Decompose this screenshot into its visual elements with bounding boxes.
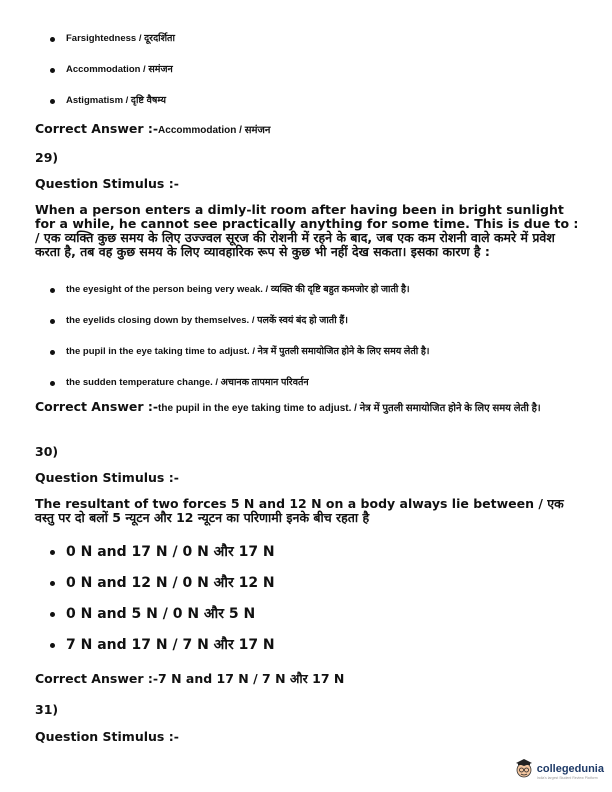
list-item: Astigmatism / दृष्टि वैषम्य bbox=[44, 94, 175, 125]
list-item: 0 N and 12 N / 0 N और 12 N bbox=[44, 574, 275, 605]
q29-stimulus-label: Question Stimulus :- bbox=[35, 176, 179, 191]
list-item: the eyelids closing down by themselves. / पलकें स्वयं बंद हो जाती हैं। bbox=[44, 314, 430, 345]
list-item: 7 N and 17 N / 7 N और 17 N bbox=[44, 636, 275, 667]
q30-number: 30) bbox=[35, 444, 59, 459]
list-item: 0 N and 5 N / 0 N और 5 N bbox=[44, 605, 275, 636]
list-item: the pupil in the eye taking time to adjust. / नेत्र में पुतली समायोजित होने के लिए समय लेती है। bbox=[44, 345, 430, 376]
q31-stimulus-label: Question Stimulus :- bbox=[35, 729, 179, 744]
list-item: 0 N and 17 N / 0 N और 17 N bbox=[44, 543, 275, 574]
q29-number: 29) bbox=[35, 150, 59, 165]
q29-answer: Correct Answer :-the pupil in the eye taking time to adjust. / नेत्र में पुतली समायोजित होने के लिए समय लेती है। bbox=[35, 399, 541, 414]
collegedunia-logo: collegedunia India's largest Student Review Platform bbox=[514, 757, 604, 780]
q28-answer: Correct Answer :-Accommodation / समंजन bbox=[35, 121, 271, 136]
q31-number: 31) bbox=[35, 702, 59, 717]
q29-question: When a person enters a dimly-lit room after having been in bright sunlight for a while, he cannot see practically anything for some time. This is due to : / एक व्यक्ति कुछ समय के लिए उज्ज्वल सूरज की रोशनी में रहने के बाद, जब एक कम रोशनी वाले कमरे में प्रवेश करता है, तब वह कुछ समय के लिए व्यावहारिक रूप से कुछ भी नहीं देख सकता। इसका कारण है : bbox=[35, 202, 579, 259]
q30-options bbox=[44, 543, 275, 667]
q30-question: The resultant of two forces 5 N and 12 N on a body always lie between / एक वस्तु पर दो बलों 5 न्यूटन और 12 न्यूटन का परिणामी इनके बीच रहता है bbox=[35, 496, 564, 525]
list-item: the sudden temperature change. / अचानक तापमान परिवर्तन bbox=[44, 376, 430, 407]
q30-stimulus-label: Question Stimulus :- bbox=[35, 470, 179, 485]
q28-options bbox=[44, 32, 175, 125]
list-item: the eyesight of the person being very weak. / व्यक्ति की दृष्टि बहुत कमजोर हो जाती है। bbox=[44, 283, 430, 314]
q30-answer: Correct Answer :-7 N and 17 N / 7 N और 17 N bbox=[35, 671, 345, 686]
list-item: Accommodation / समंजन bbox=[44, 63, 175, 94]
list-item: Farsightedness / दूरदर्शिता bbox=[44, 32, 175, 63]
mascot-icon bbox=[514, 759, 534, 779]
q29-options bbox=[44, 283, 430, 407]
